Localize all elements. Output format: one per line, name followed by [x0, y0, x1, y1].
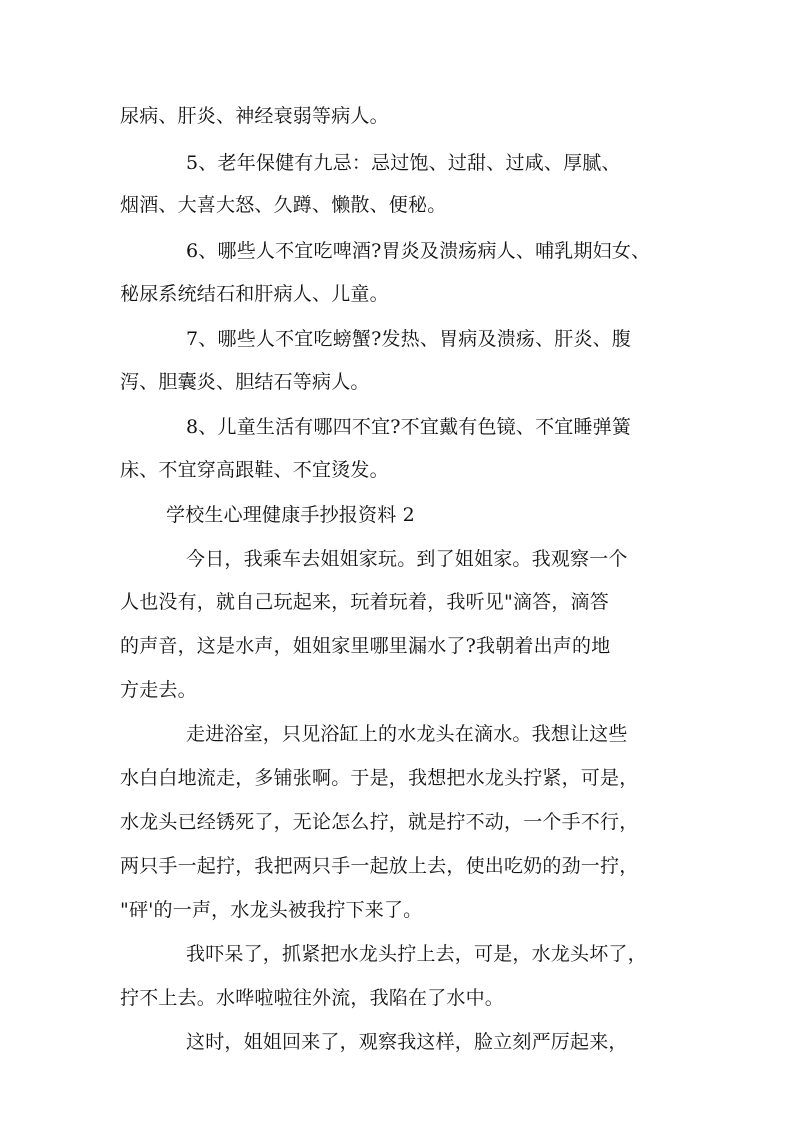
text-line: 烟酒、大喜大怒、久蹲、懒散、便秘。 [120, 194, 447, 216]
text-line: 6、哪些人不宜吃啤酒?胃炎及溃疡病人、哺乳期妇女、 [186, 240, 651, 262]
text-line: 今日，我乘车去姐姐家玩。到了姐姐家。我观察一个 [186, 548, 628, 570]
text-line: 我吓呆了，抓紧把水龙头拧上去，可是，水龙头坏了， [186, 943, 647, 965]
text-line: 水白白地流走，多铺张啊。于是，我想把水龙头拧紧，可是， [120, 767, 639, 789]
text-line: 7、哪些人不宜吃螃蟹?发热、胃病及溃疡、肝炎、腹 [186, 328, 632, 350]
text-line: 尿病、肝炎、神经衰弱等病人。 [120, 105, 389, 127]
text-line: 拧不上去。水哗啦啦往外流，我陷在了水中。 [120, 987, 505, 1009]
section-heading: 学校生心理健康手抄报资料 2 [166, 504, 415, 526]
text-line: 的声音，这是水声，姐姐家里哪里漏水了?我朝着出声的地 [120, 635, 611, 657]
text-line: 走进浴室，只见浴缸上的水龙头在滴水。我想让这些 [186, 723, 628, 745]
text-line: "砰'的一声，水龙头被我拧下来了。 [120, 899, 423, 921]
text-line: 人也没有，就自己玩起来，玩着玩着，我听见"滴答，滴答 [120, 591, 609, 613]
text-line: 5、老年保健有九忌：忌过饱、过甜、过咸、厚腻、 [186, 152, 621, 174]
text-line: 8、儿童生活有哪四不宜?不宜戴有色镜、不宜睡弹簧 [186, 416, 632, 438]
text-line: 这时，姐姐回来了，观察我这样，脸立刻严厉起来， [186, 1031, 628, 1053]
text-line: 泻、胆囊炎、胆结石等病人。 [120, 371, 370, 393]
text-line: 床、不宜穿高跟鞋、不宜烫发。 [120, 459, 389, 481]
text-line: 水龙头已经锈死了，无论怎么拧，就是拧不动，一个手不行， [120, 811, 639, 833]
text-line: 方走去。 [120, 679, 197, 701]
text-line: 秘尿系统结石和肝病人、儿童。 [120, 283, 389, 305]
text-line: 两只手一起拧，我把两只手一起放上去，使出吃奶的劲一拧， [120, 855, 639, 877]
